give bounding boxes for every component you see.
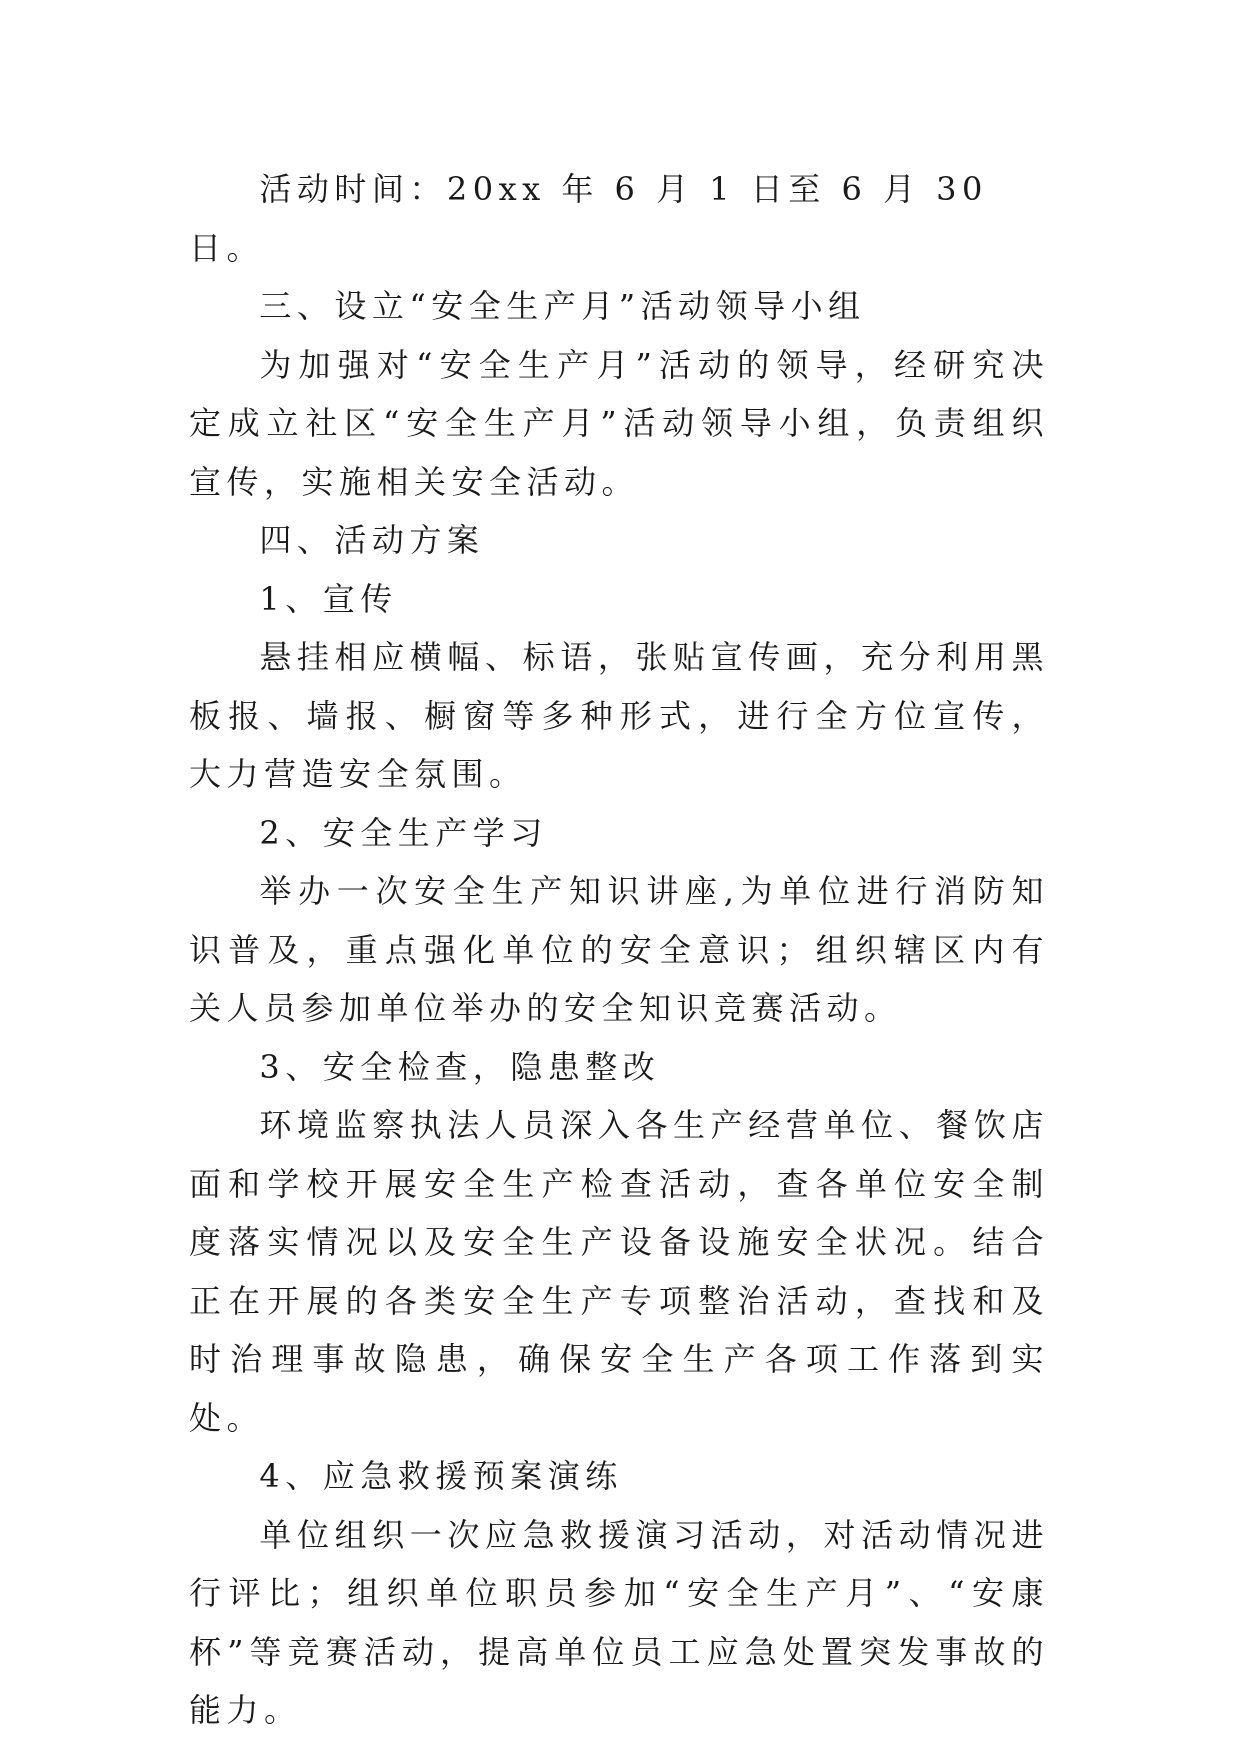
section-3-paragraph: 为加强对“安全生产月”活动的领导，经研究决定成立社区“安全生产月”活动领导小组，负责组织宣传，实施相关安全活动。 bbox=[189, 345, 1049, 501]
section-4-heading: 四、活动方案 bbox=[259, 521, 485, 559]
item-2-heading: 2、安全生产学习 bbox=[259, 813, 548, 852]
activity-time: 活动时间：20xx 年 6 月 1 日至 6 月 30 日。 bbox=[189, 170, 988, 267]
item-1-paragraph: 悬挂相应横幅、标语，张贴宣传画，充分利用黑板报、墙报、橱窗等多种形式，进行全方位宣传，大力营造安全氛围。 bbox=[189, 638, 1049, 793]
item-4-paragraph: 单位组织一次应急救援演习活动，对活动情况进行评比；组织单位职员参加“安全生产月”、“安康杯”等竞赛活动，提高单位员工应急处置突发事故的能力。 bbox=[189, 1515, 1049, 1729]
item-4-heading: 4、应急救援预案演练 bbox=[259, 1457, 623, 1495]
item-2-paragraph: 举办一次安全生产知识讲座,为单位进行消防知识普及，重点强化单位的安全意识；组织辖区内有关人员参加单位举办的安全知识竞赛活动。 bbox=[189, 872, 1049, 1027]
item-3-heading: 3、安全检查，隐患整改 bbox=[259, 1047, 661, 1086]
item-3-paragraph: 环境监察执法人员深入各生产经营单位、餐饮店面和学校开展安全生产检查活动，查各单位安全制度落实情况以及安全生产设备设施安全状况。结合正在开展的各类安全生产专项整治活动，查找和及时治理事故隐患，确保安全生产各项工作落到实处。 bbox=[189, 1106, 1049, 1437]
document-body bbox=[189, 160, 1049, 1740]
section-3-heading: 三、设立“安全生产月”活动领导小组 bbox=[259, 287, 866, 325]
item-1-heading: 1、宣传 bbox=[259, 579, 398, 618]
